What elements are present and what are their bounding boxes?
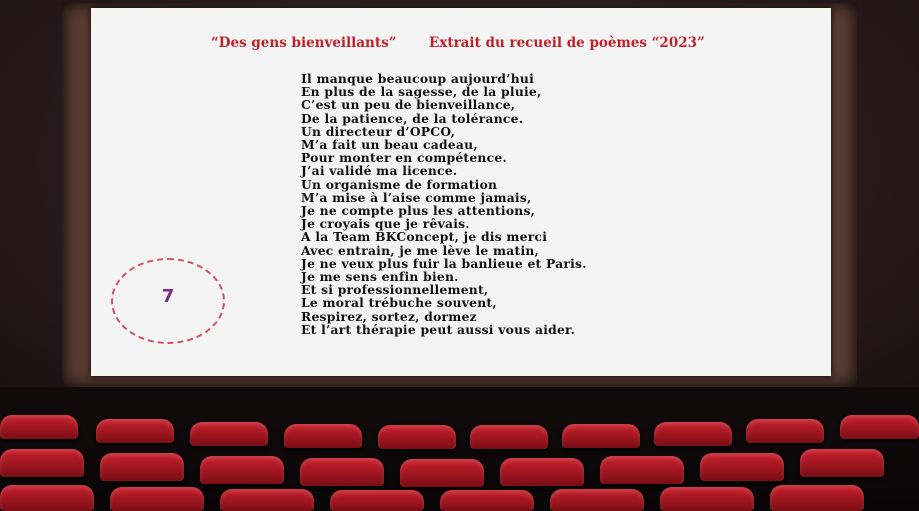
poem-line: C’est un peu de bienveillance, [301, 97, 516, 113]
seat [654, 422, 732, 446]
seat [190, 422, 268, 446]
poem-line: Le moral trébuche souvent, [301, 295, 497, 311]
poem-line: Et l’art thérapie peut aussi vous aider. [301, 321, 576, 337]
theater-floor [0, 387, 919, 511]
seat [220, 489, 314, 511]
seat [200, 456, 284, 484]
poem-line: De la patience, de la tolérance. [301, 110, 524, 126]
poem-line: Avec entrain, je me lève le matin, [301, 242, 540, 258]
seat [0, 449, 84, 477]
poem-line: J’ai validé ma licence. [301, 163, 458, 179]
seat [500, 458, 584, 486]
seat [800, 449, 884, 477]
seat [0, 415, 78, 439]
seat [840, 415, 919, 439]
projection-screen [91, 8, 831, 376]
page-number: 7 [161, 286, 175, 307]
poem-line: Pour monter en compétence. [301, 150, 507, 166]
poem-line: Et si professionnellement, [301, 282, 489, 298]
seat [562, 424, 640, 448]
poem-text [301, 72, 587, 336]
poem-line: Je ne veux plus fuir la banlieue et Paris. [301, 255, 587, 271]
seat [700, 453, 784, 481]
seat [470, 425, 548, 449]
poem-line: M’a mise à l’aise comme jamais, [301, 189, 532, 205]
seat [440, 490, 534, 511]
poem-line: Je ne compte plus les attentions, [301, 203, 536, 219]
slide-title-left: “Des gens bienveillants” [211, 35, 397, 51]
page-number-circle [111, 258, 225, 344]
seat [100, 453, 184, 481]
poem-line: Un organisme de formation [301, 176, 498, 192]
seat [330, 490, 424, 511]
poem-line: A la Team BKConcept, je dis merci [301, 229, 548, 245]
poem-line: M’a fait un beau cadeau, [301, 137, 478, 153]
seat [770, 485, 864, 511]
poem-line: Respirez, sortez, dormez [301, 308, 477, 324]
seat [746, 419, 824, 443]
slide-title-right: Extrait du recueil de poèmes “2023” [429, 35, 705, 51]
seat [300, 458, 384, 486]
poem-line: Il manque beaucoup aujourd’hui [301, 71, 535, 86]
seat [110, 487, 204, 511]
seat [600, 456, 684, 484]
seat [550, 489, 644, 511]
poem-line: En plus de la sagesse, de la pluie, [301, 84, 542, 100]
seat [284, 424, 362, 448]
poem-line: Je me sens enfin bien. [301, 269, 459, 285]
seat [96, 419, 174, 443]
seat [400, 459, 484, 487]
poem-line: Un directeur d’OPCO, [301, 123, 456, 139]
seat [660, 487, 754, 511]
seat [378, 425, 456, 449]
seat [0, 485, 94, 511]
poem-line: Je croyais que je rêvais. [301, 216, 470, 232]
